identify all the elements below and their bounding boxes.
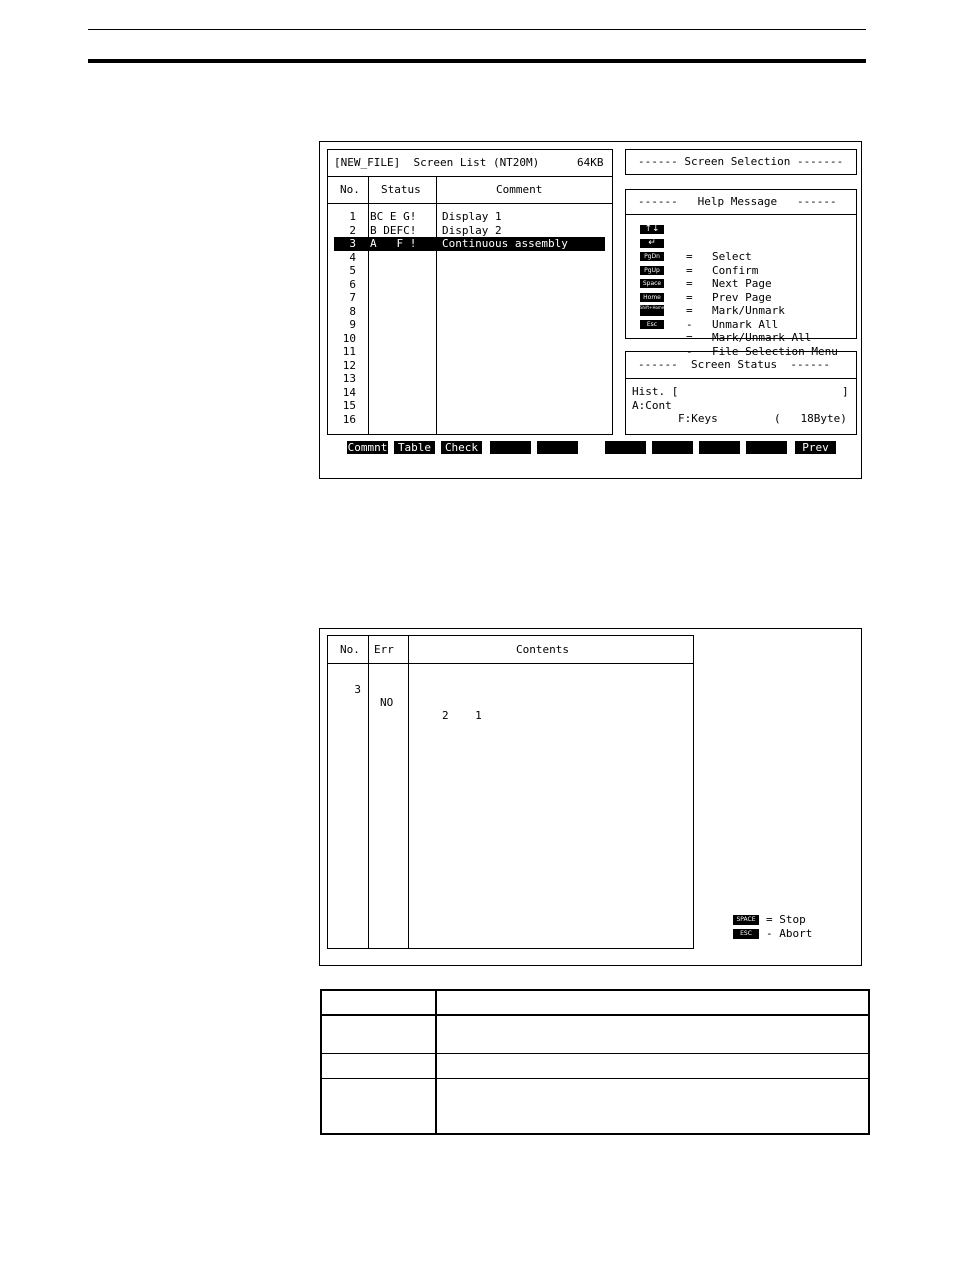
col-header-contents: Contents — [516, 643, 569, 656]
list-item[interactable]: 13 — [342, 372, 356, 385]
description-table — [320, 989, 870, 1135]
list-item[interactable]: 11 — [342, 345, 356, 358]
screen-selection-box — [625, 149, 857, 175]
list-item[interactable]: 4 — [349, 250, 356, 264]
screen-list-title: [NEW_FILE] Screen List (NT20M) — [334, 156, 540, 169]
check-results-screenshot — [319, 628, 862, 966]
help-item: Space = Mark/Unmark — [640, 277, 680, 291]
keys-label: F:Keys — [678, 412, 718, 425]
list-item[interactable]: 7 — [349, 291, 356, 304]
col-header-no: No. — [340, 183, 360, 196]
list-item[interactable]: 2 B DEFC! Display 2 — [349, 223, 502, 237]
list-item[interactable]: 1 BC E G! Display 1 — [349, 210, 502, 223]
divider — [328, 203, 612, 204]
divider — [328, 176, 612, 177]
divider — [626, 378, 856, 379]
list-item[interactable]: 12 — [342, 358, 356, 372]
screen-list-rows — [328, 210, 612, 426]
list-item[interactable]: 5 — [349, 264, 356, 277]
fkey-blank-7[interactable] — [652, 441, 693, 454]
table-rule — [322, 1014, 868, 1016]
screen-list-panel — [327, 149, 613, 435]
check-results-panel — [327, 635, 694, 949]
header-rule-thin — [88, 29, 866, 30]
memory-size: 64KB — [577, 156, 604, 169]
row-contents: 2 1 — [442, 709, 482, 722]
fkey-blank-4[interactable] — [490, 441, 531, 454]
shift-home-key-icon: Shift+Home — [640, 305, 664, 316]
screen-status-title: ------ Screen Status ------ — [638, 358, 831, 371]
up-down-arrow-keys-icon: ↑↓ — [640, 225, 664, 234]
fkey-blank-5[interactable] — [537, 441, 578, 454]
help-message-title: ------ Help Message ------ — [638, 195, 837, 208]
fkey-prev[interactable]: Prev — [795, 441, 836, 454]
list-item[interactable]: 16 — [342, 412, 356, 426]
space-key-icon: SPACE — [733, 915, 759, 925]
screen-status-box — [625, 351, 857, 435]
list-item[interactable]: 15 — [342, 399, 356, 412]
list-item[interactable]: 10 — [342, 331, 356, 345]
help-item: ↵ = Confirm — [640, 237, 680, 251]
col-header-no: No. — [340, 643, 360, 656]
abort-hint: - Abort — [766, 927, 813, 940]
divider — [328, 663, 693, 664]
help-item: Shift+Home = Mark/Unmark All — [640, 305, 812, 344]
hist-close: ] — [842, 385, 849, 398]
help-message-box — [625, 189, 857, 358]
mode-indicator: A:Cont — [632, 398, 672, 412]
esc-key-icon: ESC — [733, 929, 759, 939]
divider — [626, 214, 856, 215]
row-err: NO — [380, 696, 394, 709]
col-header-status: Status — [381, 183, 421, 196]
screen-selection-title: ------ Screen Selection ------- — [638, 155, 844, 168]
pgup-key-icon: PgUp — [640, 266, 664, 275]
space-key-icon: Space — [640, 279, 664, 288]
pgdn-key-icon: PgDn — [640, 252, 664, 261]
help-item: Esc - File Selection Menu — [640, 318, 680, 332]
fkey-blank-6[interactable] — [605, 441, 646, 454]
screen-list-screenshot — [319, 141, 862, 479]
help-item: PgDn = Next Page — [640, 250, 680, 264]
hist-label: Hist. [ — [632, 385, 679, 398]
esc-key-icon: Esc — [640, 320, 664, 329]
help-item: PgUp = Prev Page — [640, 264, 680, 278]
fkey-check[interactable]: Check — [441, 441, 482, 454]
table-col-rule — [435, 991, 437, 1133]
screen-size: ( 18Byte) — [774, 412, 847, 425]
table-rule — [322, 1078, 868, 1079]
list-item[interactable]: 8 — [349, 304, 356, 318]
fkey-comment[interactable]: Commnt — [347, 441, 388, 454]
help-item: ↑↓ = Select — [640, 223, 680, 237]
fkey-blank-8[interactable] — [699, 441, 740, 454]
table-rule — [322, 1053, 868, 1054]
col-header-comment: Comment — [496, 183, 543, 196]
header-rule-thick — [88, 59, 866, 63]
table-row[interactable] — [328, 670, 693, 722]
list-item-selected[interactable]: 3 A F ! Continuous assembly — [334, 237, 605, 251]
list-item[interactable]: 6 — [349, 277, 356, 291]
help-item: Home - Unmark All — [640, 291, 680, 305]
row-no: 3 — [354, 683, 361, 696]
enter-key-icon: ↵ — [640, 239, 664, 248]
stop-hint: = Stop — [766, 913, 806, 926]
fkey-blank-9[interactable] — [746, 441, 787, 454]
list-item[interactable]: 14 — [342, 385, 356, 399]
col-header-err: Err — [374, 643, 394, 656]
fkey-table[interactable]: Table — [394, 441, 435, 454]
list-item[interactable]: 9 — [349, 318, 356, 331]
home-key-icon: Home — [640, 293, 664, 302]
